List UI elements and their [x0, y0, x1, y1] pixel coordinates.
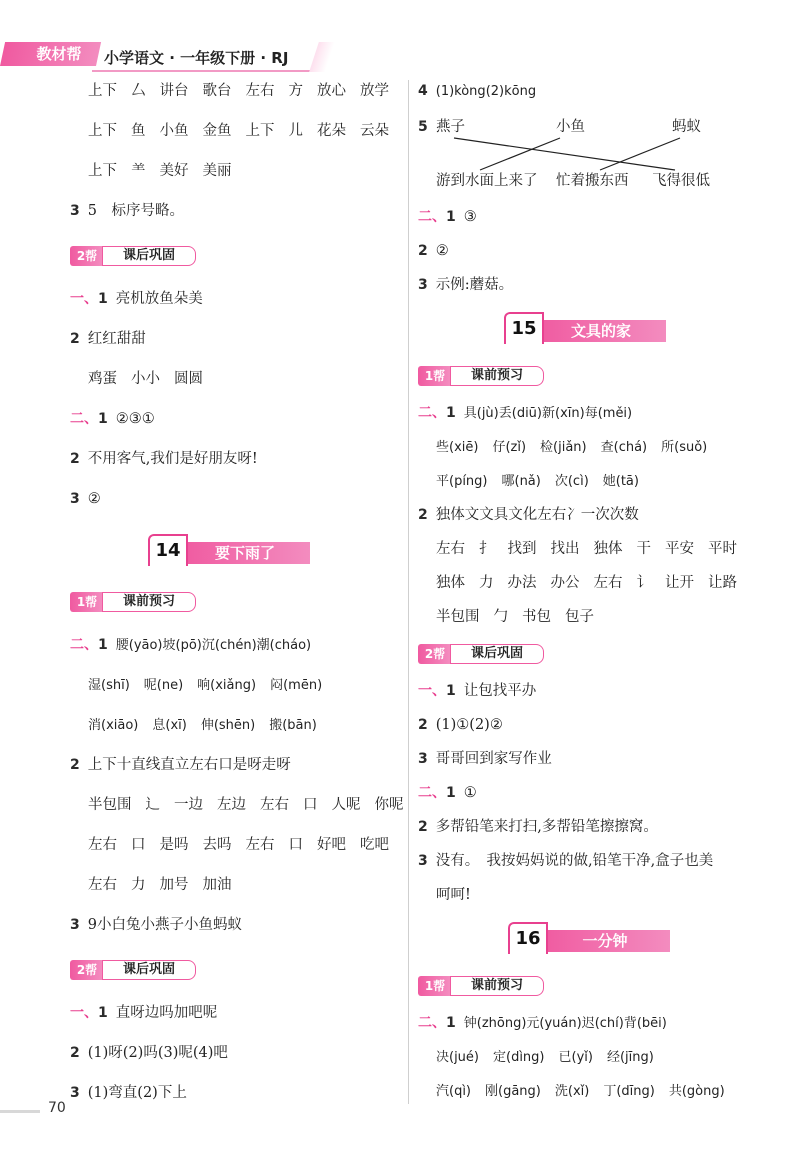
answer-item: 左右	[436, 541, 465, 557]
answer-item: 哥哥	[435, 751, 465, 767]
answer-item: 小鱼	[159, 123, 189, 139]
sub-badge: 1帮	[418, 366, 452, 386]
answer-item: 亮	[115, 291, 131, 307]
lesson-heading	[148, 534, 318, 570]
answer-item: 口	[131, 837, 146, 853]
answer-item: 冫	[566, 507, 581, 523]
lesson-number: 15	[504, 312, 544, 344]
answer-item: 口	[288, 837, 303, 853]
answer-item: 让	[463, 683, 479, 699]
answer-line	[88, 874, 246, 896]
brand-tag: 教材帮	[0, 42, 101, 66]
answer-item: (2)②	[469, 717, 503, 733]
match-bottom-3: 飞得很低	[652, 173, 710, 189]
answer-item: (2)吗	[122, 1045, 158, 1061]
answer-line	[88, 714, 331, 736]
match-bottom-2: 忙着搬东西	[556, 173, 629, 189]
answer-item: 共(gòng)	[668, 1084, 725, 1099]
page-header	[0, 40, 330, 74]
footer-rule	[0, 1110, 40, 1113]
answer-item: 是呀	[232, 757, 262, 773]
answer-item: 上下	[87, 757, 117, 773]
sub-label: 课后巩固	[102, 246, 196, 266]
answer-item: 放	[144, 291, 160, 307]
answer-item: 上	[172, 1085, 187, 1101]
answer-item: 洗(xǐ)	[554, 1084, 590, 1099]
answer-item: 些(xiē)	[436, 440, 479, 455]
answer-item: (2)kōng	[485, 84, 537, 99]
answer-item: 花朵	[317, 123, 346, 139]
answer-item: (1)呀	[87, 1045, 123, 1061]
answer-item: (1)弯	[87, 1085, 123, 1101]
lesson-number: 16	[508, 922, 548, 954]
answer-item: 平(píng)	[436, 474, 488, 489]
answer-item: 直	[115, 1005, 131, 1021]
answer-item: 9	[87, 917, 97, 933]
answer-line	[436, 436, 721, 458]
sub-badge: 2帮	[418, 644, 452, 664]
answer-item: 左右	[88, 837, 117, 853]
answer-item: 力	[131, 877, 146, 893]
match-top-3: 蚂蚁	[672, 119, 701, 135]
lesson-heading	[504, 312, 674, 348]
answer-line: 2 不用客气,我们是好朋友呀!	[70, 451, 258, 467]
answer-line: 3 示例:蘑菇。	[418, 277, 514, 293]
answer-item: 左右	[189, 757, 219, 773]
answer-line	[88, 674, 336, 696]
answer-item: 是吗	[159, 837, 189, 853]
answer-item: 丁(dīng)	[603, 1084, 655, 1099]
answer-item: 甜甜	[116, 331, 146, 347]
match-bottom-1: 游到水面上来了	[436, 173, 538, 189]
answer-item: 鱼	[159, 291, 174, 307]
answer-item: 好吧	[317, 837, 346, 853]
answer-item: 汽(qì)	[436, 1084, 472, 1099]
column-divider	[408, 80, 409, 1104]
answer-item: 小白兔	[96, 917, 141, 933]
answer-item: 平	[507, 683, 522, 699]
answer-item: 丢(diū)	[498, 406, 542, 421]
answer-item: 仔(zǐ)	[492, 440, 527, 455]
answer-item: 所(suǒ)	[661, 440, 708, 455]
answer-item: (4)吧	[192, 1045, 228, 1061]
answer-item: 边	[144, 1005, 160, 1021]
matching-lines	[430, 118, 690, 174]
answer-line: 2 (1)①(2)②	[418, 717, 503, 733]
answer-item: 找出	[550, 541, 580, 557]
answer-line: 3 ②	[70, 491, 101, 507]
answer-item: 定(dìng)	[493, 1050, 545, 1065]
page-number: 70	[48, 1100, 66, 1116]
answer-item: 美丽	[202, 163, 232, 179]
answer-item: 平安	[665, 541, 694, 557]
answer-item: 伸(shēn)	[200, 718, 256, 733]
match-top-1: 燕子	[436, 119, 465, 135]
answer-item: 机	[130, 291, 145, 307]
answer-item: 决(jué)	[436, 1050, 479, 1065]
answer-line	[88, 80, 403, 102]
answer-line: 3 5 标序号略。	[70, 203, 184, 219]
answer-line: 2 上下十直线直立左右口是呀走呀	[70, 757, 291, 773]
book-title: 小学语文 · 一年级下册 · RJ	[92, 44, 322, 72]
answer-item: 刚(gāng)	[485, 1084, 541, 1099]
answer-item: 平时	[708, 541, 737, 557]
answer-line: 3 哥哥回到家写作业	[418, 751, 552, 767]
answer-item: 云朵	[360, 123, 389, 139]
answer-item: 吃吧	[360, 837, 389, 853]
answer-item: 圆圆	[174, 371, 203, 387]
answer-item: 哪(nǎ)	[501, 474, 541, 489]
answer-item: 闷(mēn)	[270, 678, 323, 693]
answer-item: 次(cì)	[554, 474, 589, 489]
lesson-title: 一分钟	[540, 930, 670, 952]
answer-item: 消(xiāo)	[88, 718, 139, 733]
answer-item: 力	[479, 575, 494, 591]
answer-item: 蚂蚁	[212, 917, 242, 933]
answer-item: 文化	[508, 507, 538, 523]
answer-line: 2 多帮铅笔来打扫,多帮铅笔擦擦窝。	[418, 819, 658, 835]
match-top-2: 小鱼	[556, 119, 585, 135]
answer-item: 金鱼	[202, 123, 232, 139]
answer-line: 二、1 腰(yāo)坡(pō)沉(chén)潮(cháo)	[70, 637, 312, 653]
answer-item: 左右	[537, 507, 567, 523]
answer-item: 沉(chén)	[201, 638, 257, 653]
answer-item: 方	[288, 83, 303, 99]
lesson-number: 14	[148, 534, 188, 566]
answer-line	[436, 572, 751, 594]
answer-line	[436, 1080, 739, 1102]
answer-item: 美	[188, 291, 203, 307]
answer-item: 吧	[188, 1005, 203, 1021]
answer-item: 经(jīng)	[606, 1050, 654, 1065]
answer-item: 上下	[88, 123, 117, 139]
answer-item: 查(chá)	[600, 440, 648, 455]
match-line	[454, 138, 675, 170]
answer-item: 响(xiǎng)	[197, 678, 257, 693]
answer-item: 美好	[159, 163, 189, 179]
answer-item: 吗	[159, 1005, 174, 1021]
answer-item: 呀	[130, 1005, 145, 1021]
answer-item: 让路	[708, 575, 737, 591]
answer-item: 一次	[580, 507, 610, 523]
answer-line: 3 没有。 我按妈妈说的做,铅笔干净,盒子也美	[418, 853, 714, 869]
answer-item: 去吗	[202, 837, 232, 853]
answer-line: 2 ②	[418, 243, 449, 259]
answer-item: 左右	[260, 797, 289, 813]
answer-item: 潮(cháo)	[256, 638, 312, 653]
answer-line: 2 红红甜甜	[70, 331, 146, 347]
answer-item: 新(xīn)	[542, 406, 585, 421]
answer-item: 背(bēi)	[623, 1016, 667, 1031]
answer-line: 一、1 让包找平办	[418, 683, 537, 699]
answer-line: 3 (1)弯直(2)下上	[70, 1085, 187, 1101]
answer-item: 书包	[522, 609, 551, 625]
lesson-title: 要下雨了	[180, 542, 310, 564]
answer-item: 口	[218, 757, 233, 773]
answer-item: 钟(zhōng)	[463, 1016, 527, 1031]
answer-item: 加	[173, 1005, 189, 1021]
answer-item: 回到家	[464, 751, 509, 767]
answer-item: 儿	[288, 123, 303, 139]
answer-item: ①	[141, 411, 155, 427]
answer-item: 检(jiǎn)	[540, 440, 587, 455]
answer-item: 直	[122, 1085, 138, 1101]
answer-item: 已(yǐ)	[558, 1050, 593, 1065]
answer-line	[436, 1046, 668, 1068]
answer-item: 直立	[160, 757, 190, 773]
answer-line: 2 (1)呀(2)吗(3)呢(4)吧	[70, 1045, 228, 1061]
answer-item: 包子	[565, 609, 594, 625]
sub-label: 课后巩固	[102, 960, 196, 980]
answer-item: 十	[116, 757, 132, 773]
answer-item: ⺷	[131, 163, 146, 179]
answer-item: 办公	[550, 575, 580, 591]
answer-item: 湿(shī)	[88, 678, 130, 693]
answer-item: 加油	[202, 877, 232, 893]
answer-item: 找	[492, 683, 508, 699]
answer-item: 放学	[360, 83, 389, 99]
answer-item: 你呢	[374, 797, 404, 813]
answer-line	[88, 120, 403, 142]
sub-label: 课后巩固	[450, 644, 544, 664]
answer-item: 半包围	[88, 797, 132, 813]
answer-item: 讠	[636, 575, 651, 591]
answer-item: 次数	[609, 507, 639, 523]
match-line	[480, 138, 560, 170]
answer-line: 4 (1)kòng(2)kōng	[418, 83, 537, 99]
answer-item: 上下	[88, 163, 117, 179]
answer-line: 二、1 钟(zhōng)元(yuán)迟(chí)背(bēi)	[418, 1015, 667, 1031]
answer-item: 鱼	[131, 123, 146, 139]
answer-line: 二、1 ②③①	[70, 411, 155, 427]
answer-item: 办法	[507, 575, 537, 591]
answer-item: 小燕子	[140, 917, 184, 933]
answer-line	[88, 368, 217, 390]
answer-line: 3 9小白兔小燕子小鱼蚂蚁	[70, 917, 242, 933]
answer-item: 独体	[435, 507, 465, 523]
answer-item: 写作业	[508, 751, 552, 767]
answer-line: 二、1 具(jù)丢(diū)新(xīn)每(měi)	[418, 405, 633, 421]
answer-item: 坡(pō)	[162, 638, 202, 653]
answer-item: 左右	[245, 837, 275, 853]
answer-line: 呵呵!	[436, 887, 471, 903]
answer-item: (3)呢	[157, 1045, 193, 1061]
answer-item: 办	[521, 683, 537, 699]
lesson-heading	[508, 922, 678, 958]
answer-item: 上下	[245, 123, 275, 139]
answer-line	[436, 470, 653, 492]
answer-item: 独体	[593, 541, 623, 557]
answer-item: 一边	[174, 797, 203, 813]
answer-item: 让开	[665, 575, 694, 591]
answer-item: 朵	[173, 291, 189, 307]
answer-item: 找到	[507, 541, 537, 557]
answer-item: 文具	[479, 507, 509, 523]
answer-item: 独体	[436, 575, 465, 591]
answer-item: 加号	[159, 877, 189, 893]
answer-item: 放心	[317, 83, 346, 99]
answer-line	[436, 538, 751, 560]
answer-item: 鸡蛋	[88, 371, 117, 387]
sub-label: 课前预习	[450, 976, 544, 996]
answer-item: 半包围	[436, 609, 480, 625]
sub-badge: 2帮	[70, 246, 104, 266]
sub-badge: 2帮	[70, 960, 104, 980]
answer-item: 扌	[479, 541, 494, 557]
answer-item: 讲台	[159, 83, 189, 99]
answer-item: 搬(bān)	[269, 718, 317, 733]
sub-badge: 1帮	[70, 592, 104, 612]
answer-item: 左边	[217, 797, 246, 813]
answer-item: 每(měi)	[584, 406, 633, 421]
answer-item: 上下	[88, 83, 117, 99]
answer-item: 辶	[145, 797, 160, 813]
answer-item: 走呀	[261, 757, 291, 773]
answer-item: 包	[478, 683, 493, 699]
answer-item: 左右	[593, 575, 623, 591]
answer-item: 左右	[245, 83, 275, 99]
answer-item: 腰(yāo)	[115, 638, 163, 653]
answer-item: 文	[464, 507, 480, 523]
answer-line: 2 独体文文具文化左右冫一次次数	[418, 507, 639, 523]
answer-item: 红红	[87, 331, 117, 347]
answer-line: 二、1 ①	[418, 785, 477, 801]
answer-line	[88, 160, 246, 182]
answer-line: 一、1 直呀边吗加吧呢	[70, 1005, 218, 1021]
answer-item: (1)①	[435, 717, 470, 733]
sub-badge: 1帮	[418, 976, 452, 996]
answer-item: 呢(ne)	[143, 678, 184, 693]
answer-item: 勹	[493, 609, 508, 625]
answer-line	[88, 794, 418, 816]
answer-line	[88, 834, 403, 856]
answer-item: 她(tā)	[602, 474, 639, 489]
answer-item: ②	[115, 411, 129, 427]
answer-item: 具(jù)	[463, 406, 499, 421]
answer-item: ③	[128, 411, 142, 427]
answer-item: 迟(chí)	[581, 1016, 624, 1031]
answer-item: 歌台	[202, 83, 232, 99]
answer-item: 厶	[131, 83, 146, 99]
answer-item: 小小	[131, 371, 160, 387]
answer-item: 息(xī)	[152, 718, 187, 733]
answer-item: 元(yuán)	[526, 1016, 582, 1031]
answer-item: 口	[303, 797, 318, 813]
answer-item: 干	[636, 541, 651, 557]
answer-line: 一、1 亮机放鱼朵美	[70, 291, 203, 307]
answer-item: 小鱼	[183, 917, 213, 933]
answer-item: 左右	[88, 877, 117, 893]
answer-line: 5	[418, 119, 428, 135]
answer-item: 呢	[202, 1005, 218, 1021]
answer-line: 二、1 ③	[418, 209, 477, 225]
lesson-title: 文具的家	[536, 320, 666, 342]
answer-item: (1)kòng	[435, 84, 486, 99]
sub-label: 课前预习	[102, 592, 196, 612]
answer-item: 直线	[131, 757, 161, 773]
answer-line	[436, 606, 608, 628]
sub-label: 课前预习	[450, 366, 544, 386]
answer-item: 人呢	[331, 797, 361, 813]
answer-item: (2)下	[137, 1085, 173, 1101]
